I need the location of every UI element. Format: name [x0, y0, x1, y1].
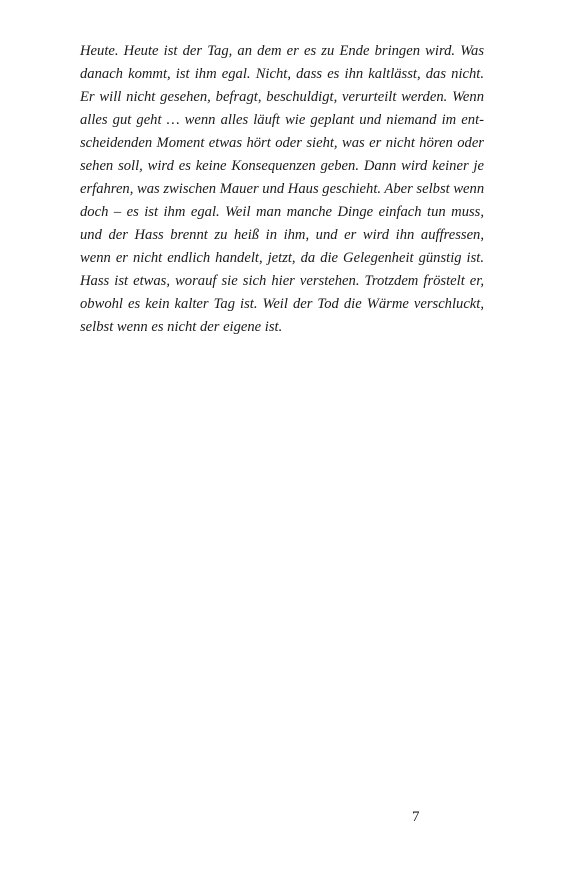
text-line: doch – es ist ihm egal. Weil man manche Dinge einfach tun muss, — [80, 204, 484, 220]
text-line: danach kommt, ist ihm egal. Nicht, dass es ihn kaltlässt, das nicht. — [80, 66, 484, 82]
text-line: obwohl es kein kalter Tag ist. Weil der Tod die Wärme verschluckt, — [80, 296, 484, 312]
text-line: alles gut geht … wenn alles läuft wie geplant und niemand im ent- — [80, 112, 484, 128]
text-line: und der Hass brennt zu heiß in ihm, und er wird ihn auffressen, — [80, 227, 484, 243]
text-line: sehen soll, wird es keine Konsequenzen geben. Dann wird keiner je — [80, 158, 484, 174]
page-number: 7 — [412, 809, 420, 825]
text-line: wenn er nicht endlich handelt, jetzt, da die Gelegenheit günstig ist. — [80, 250, 484, 266]
text-line: Heute. Heute ist der Tag, an dem er es zu Ende bringen wird. Was — [80, 43, 484, 59]
text-line: Er will nicht gesehen, befragt, beschuldigt, verurteilt werden. Wenn — [80, 89, 484, 105]
text-line: selbst wenn es nicht der eigene ist. — [80, 319, 283, 335]
text-line: scheidenden Moment etwas hört oder sieht, was er nicht hören oder — [80, 135, 484, 151]
text-line: erfahren, was zwischen Mauer und Haus geschieht. Aber selbst wenn — [80, 181, 485, 197]
body-text — [80, 40, 484, 339]
text-line: Hass ist etwas, worauf sie sich hier verstehen. Trotzdem fröstelt er, — [80, 273, 484, 289]
